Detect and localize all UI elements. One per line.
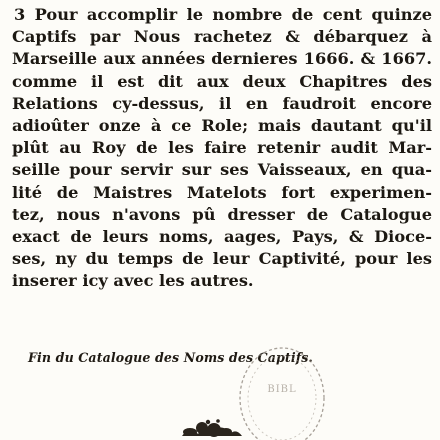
paragraph-line: plût au Roy de les faire retenir audit Mar- [12,138,432,158]
paragraph-line: ses, ny du temps de leur Captivité, pour les [12,249,432,269]
paragraph-line: Captifs par Nous rachetez & débarquez à [12,27,432,47]
stamp-text: BIBL [267,384,297,395]
paragraph-line: exact de leurs noms, aages, Pays, & Dioce- [12,226,432,246]
paragraph-line: seille pour servir sur ses Vaisseaux, en qua- [12,160,432,180]
paragraph-line: Marseille aux années dernieres 1666. & 1667. [12,49,432,69]
paragraph-line: lité de Maistres Matelots fort experimen- [12,182,432,202]
paragraph-line: tez, nous n'avons pû dresser de Catalogue [12,204,432,224]
closing-line: Fin du Catalogue des Noms des Captifs. [28,350,313,365]
ornament-icon [178,414,248,440]
paragraph-line: Relations cy-dessus, il en faudroit encore [12,93,432,113]
paragraph-line: 3 Pour accomplir le nombre de cent quinze [14,5,432,24]
paragraph-line: inserer icy avec les autres. [12,271,254,291]
paragraph-line: comme il est dit aux deux Chapitres des [12,71,432,91]
paragraph-line: adioûter onze à ce Role; mais dautant qu'il [12,115,432,135]
